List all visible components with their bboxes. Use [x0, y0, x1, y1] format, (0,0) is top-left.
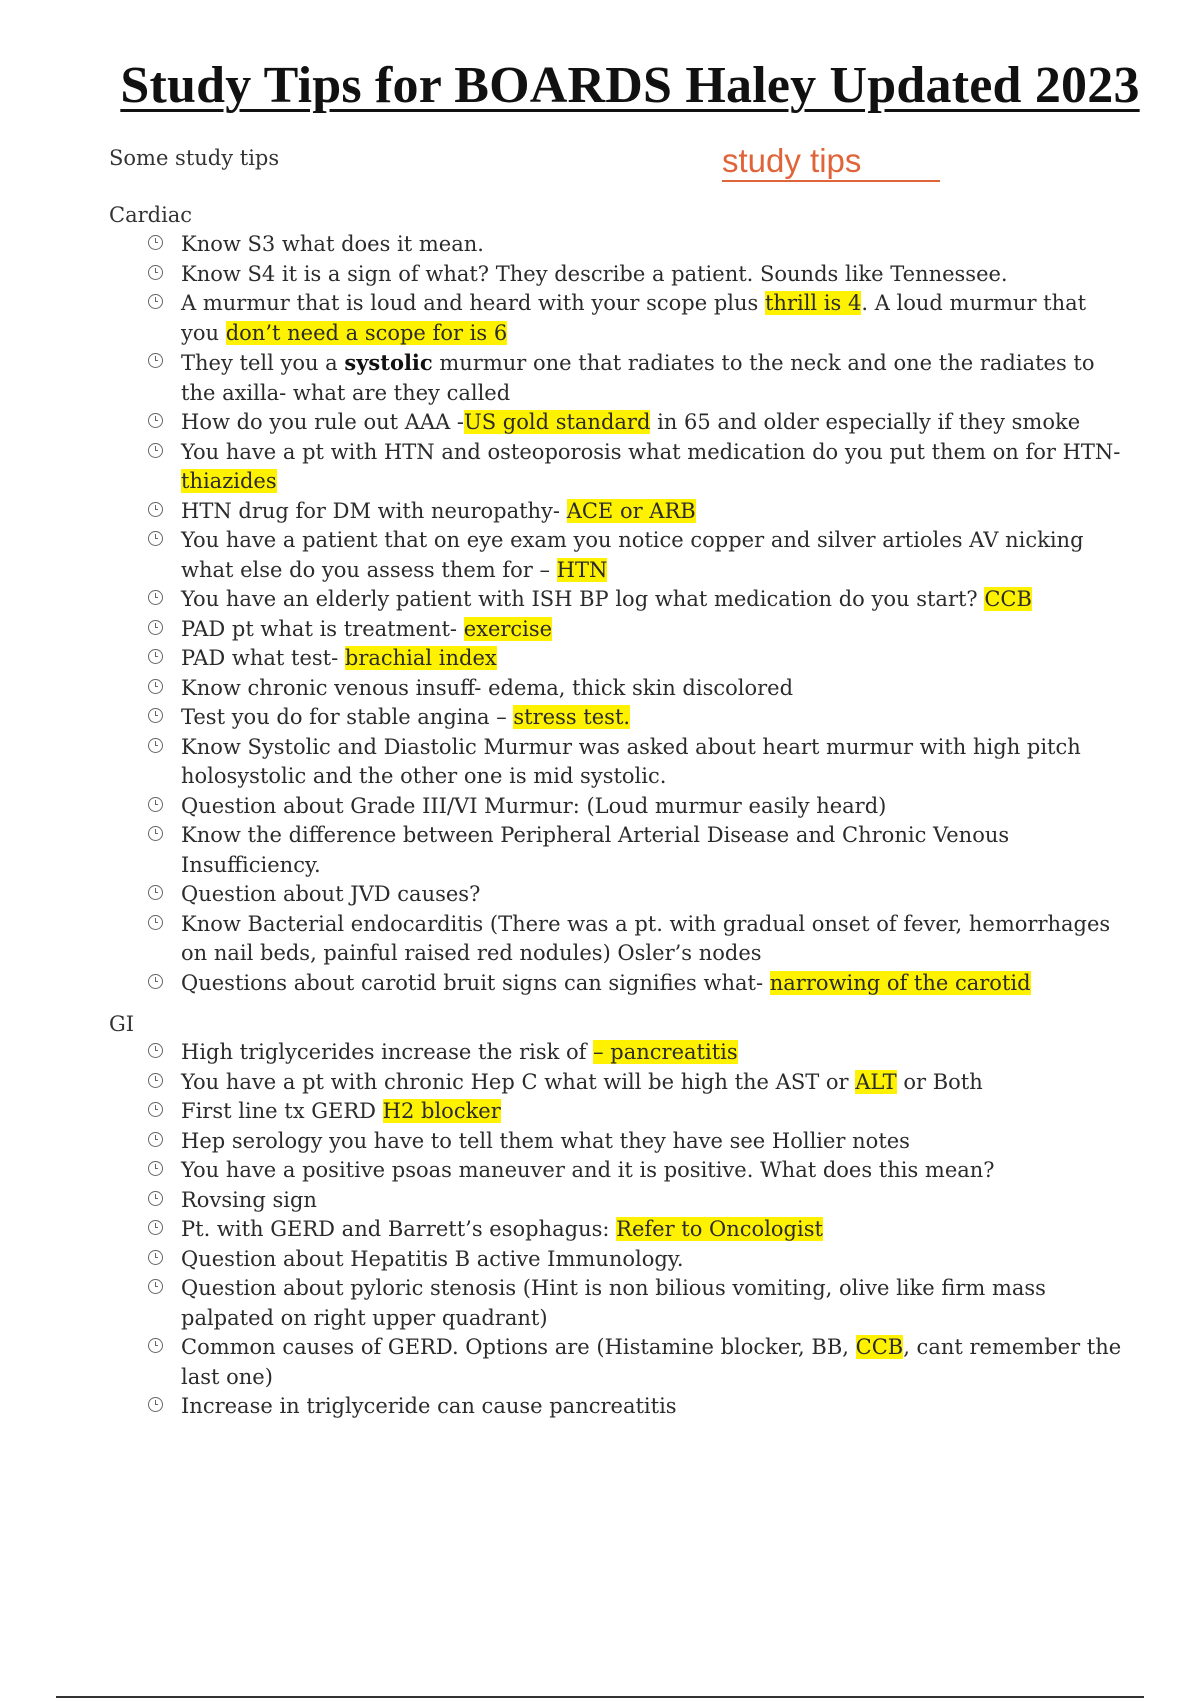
list-item — [0, 969, 1200, 999]
clock-bullet-icon — [148, 1191, 163, 1206]
list-item — [0, 1333, 1200, 1392]
clock-bullet-icon — [148, 1102, 163, 1117]
list-item — [0, 1156, 1200, 1186]
item-text: Rovsing sign — [181, 1187, 317, 1212]
item-text: Test you do for stable angina – — [181, 705, 514, 729]
list-item — [0, 497, 1200, 527]
list-item — [0, 615, 1200, 645]
item-text: Increase in triglyceride can cause pancreatitis — [181, 1394, 677, 1418]
item-text: First line tx GERD — [181, 1099, 383, 1123]
highlighted-answer: narrowing of the carotid — [769, 970, 1031, 995]
section-heading-gi: GI — [109, 1012, 135, 1036]
clock-bullet-icon — [148, 915, 163, 930]
highlighted-answer: US gold standard — [464, 410, 651, 434]
clock-bullet-icon — [148, 294, 163, 309]
item-text: How do you rule out AAA - — [181, 410, 465, 434]
clock-bullet-icon — [148, 1338, 163, 1353]
clock-bullet-icon — [148, 353, 163, 368]
list-item — [0, 880, 1200, 910]
list-item — [0, 1215, 1200, 1245]
highlighted-answer: ALT — [855, 1069, 897, 1094]
highlighted-answer: CCB — [984, 587, 1032, 611]
clock-bullet-icon — [148, 1043, 163, 1058]
list-item — [0, 438, 1200, 497]
list-item — [0, 733, 1200, 792]
list-item — [0, 1038, 1200, 1068]
item-text: Question about pyloric stenosis (Hint is non bilious vomiting, olive like firm mass palpated on right upper quadrant) — [181, 1276, 1046, 1330]
item-text: Pt. with GERD and Barrett’s esophagus: — [181, 1217, 617, 1241]
list-item — [0, 260, 1200, 290]
item-text: They tell you a — [181, 351, 345, 375]
item-text: Hep serology you have to tell them what they have see Hollier notes — [181, 1128, 910, 1153]
highlighted-answer: thiazides — [181, 469, 277, 493]
item-text: High triglycerides increase the risk of — [181, 1040, 594, 1064]
clock-bullet-icon — [148, 797, 163, 812]
list-item — [0, 703, 1200, 733]
list-item — [0, 1245, 1200, 1275]
list-item — [0, 1392, 1200, 1422]
clock-bullet-icon — [148, 502, 163, 517]
document-title: Study Tips for BOARDS Haley Updated 2023 — [120, 57, 1140, 114]
list-item — [0, 408, 1200, 438]
clock-bullet-icon — [148, 738, 163, 753]
list-item — [0, 1186, 1200, 1216]
item-text: You have a positive psoas maneuver and it is positive. What does this mean? — [181, 1158, 995, 1182]
item-text: You have an elderly patient with ISH BP log what medication do you start? — [181, 587, 985, 611]
list-item — [0, 1274, 1200, 1333]
item-text: HTN drug for DM with neuropathy- — [181, 498, 567, 523]
highlighted-answer: brachial index — [344, 646, 497, 670]
clock-bullet-icon — [148, 708, 163, 723]
clock-bullet-icon — [148, 1220, 163, 1235]
highlighted-answer: HTN — [556, 557, 608, 582]
list-item — [0, 821, 1200, 880]
clock-bullet-icon — [148, 974, 163, 989]
footer-rule — [56, 1696, 1144, 1698]
list-item — [0, 792, 1200, 822]
list-item — [0, 644, 1200, 674]
list-item — [0, 526, 1200, 585]
item-text: murmur one that radiates to the neck and one the radiates to the axilla- what are they called — [181, 351, 1095, 405]
item-text: , cant remember the last one) — [181, 1335, 1122, 1389]
item-text: PAD pt what is treatment- — [181, 616, 464, 641]
clock-bullet-icon — [148, 649, 163, 664]
clock-bullet-icon — [148, 1397, 163, 1412]
clock-bullet-icon — [148, 1279, 163, 1294]
item-text: Question about Grade III/VI Murmur: (Loud murmur easily heard) — [181, 793, 887, 818]
highlighted-answer: CCB — [855, 1335, 904, 1359]
section-heading-cardiac: Cardiac — [109, 203, 193, 227]
subtitle: Some study tips — [109, 146, 280, 170]
clock-bullet-icon — [148, 443, 163, 458]
clock-bullet-icon — [148, 620, 163, 635]
item-text: You have a pt with chronic Hep C what will be high the AST or — [181, 1069, 856, 1094]
clock-bullet-icon — [148, 265, 163, 280]
list-item — [0, 674, 1200, 704]
clock-bullet-icon — [148, 1132, 163, 1147]
clock-bullet-icon — [148, 1250, 163, 1265]
list-item — [0, 230, 1200, 260]
handwritten-note: study tips — [722, 142, 940, 182]
item-text: PAD what test- — [181, 646, 345, 670]
item-text: You have a pt with HTN and osteoporosis what medication do you put them on for HTN- — [181, 439, 1121, 464]
highlighted-answer: ACE or ARB — [566, 498, 696, 523]
clock-bullet-icon — [148, 590, 163, 605]
clock-bullet-icon — [148, 413, 163, 428]
clock-bullet-icon — [148, 885, 163, 900]
cardiac-list — [0, 230, 1200, 998]
highlighted-answer: Refer to Oncologist — [616, 1217, 823, 1241]
item-text: Know S3 what does it mean. — [181, 232, 484, 256]
list-item — [0, 289, 1200, 348]
item-text: A murmur that is loud and heard with your scope plus — [181, 291, 765, 315]
highlighted-answer: don’t need a scope for is 6 — [225, 320, 508, 345]
clock-bullet-icon — [148, 1161, 163, 1176]
item-text: Know Bacterial endocarditis (There was a pt. with gradual onset of fever, hemorrhages on nail beds, painful raised red nodules) Osler’s nodes — [181, 911, 1111, 965]
list-item — [0, 1127, 1200, 1157]
clock-bullet-icon — [148, 1073, 163, 1088]
clock-bullet-icon — [148, 235, 163, 250]
clock-bullet-icon — [148, 826, 163, 841]
item-text: Question about Hepatitis B active Immunology. — [181, 1246, 684, 1271]
item-text: Questions about carotid bruit signs can signifies what- — [181, 970, 770, 995]
highlighted-answer: H2 blocker — [382, 1099, 501, 1123]
item-text: Know S4 it is a sign of what? They describe a patient. Sounds like Tennessee. — [181, 261, 1008, 286]
item-text: in 65 and older especially if they smoke — [650, 410, 1081, 434]
item-text: . A loud murmur that you — [181, 291, 1087, 345]
list-item — [0, 348, 1200, 408]
clock-bullet-icon — [148, 531, 163, 546]
highlighted-answer: thrill is 4 — [764, 291, 862, 315]
list-item — [0, 585, 1200, 615]
bold-text: systolic — [344, 350, 433, 375]
item-text: Question about JVD causes? — [181, 882, 481, 906]
item-text: Know chronic venous insuff- edema, thick skin discolored — [181, 675, 794, 700]
item-text: Know the difference between Peripheral Arterial Disease and Chronic Venous Insufficiency. — [181, 823, 1010, 877]
item-text: You have a patient that on eye exam you notice copper and silver artioles AV nicking what else do you assess them for – — [181, 528, 1084, 582]
item-text: Know Systolic and Diastolic Murmur was asked about heart murmur with high pitch holosystolic and the other one is mid systolic. — [181, 734, 1081, 788]
clock-bullet-icon — [148, 679, 163, 694]
list-item — [0, 1097, 1200, 1127]
highlighted-answer: exercise — [463, 616, 553, 641]
item-text: Common causes of GERD. Options are (Histamine blocker, BB, — [181, 1335, 856, 1359]
list-item — [0, 910, 1200, 969]
item-text: or Both — [896, 1069, 983, 1094]
gi-list — [0, 1038, 1200, 1422]
highlighted-answer: stress test. — [513, 705, 631, 729]
highlighted-answer: – pancreatitis — [593, 1040, 738, 1064]
list-item — [0, 1068, 1200, 1098]
